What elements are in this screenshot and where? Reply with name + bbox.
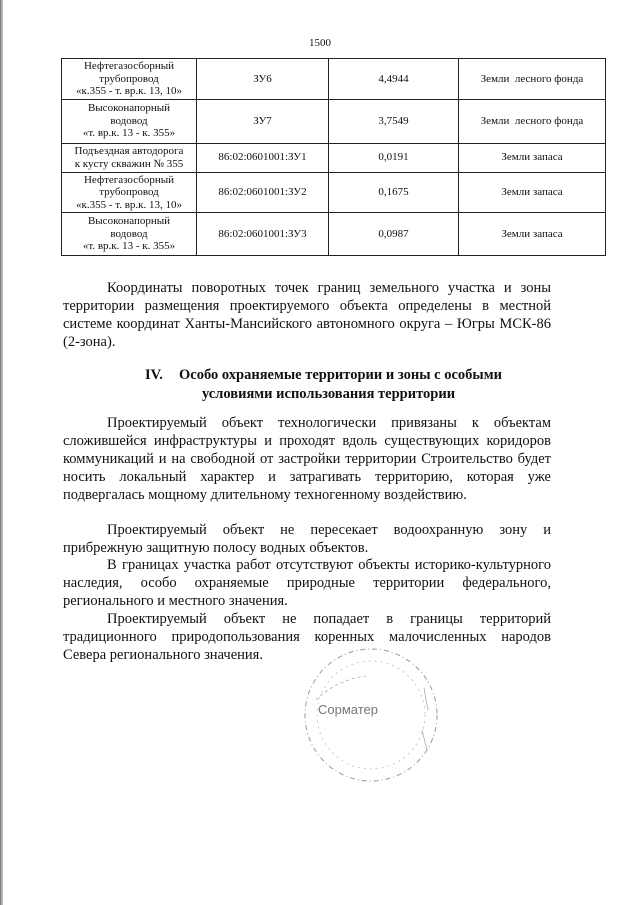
section-title-line2: условиями использования территории	[202, 386, 456, 402]
paragraph: Проектируемый объект не попадает в границы территорий традиционного природопользования коренных малочисленных народов Севера регионального значения.	[63, 611, 551, 663]
table-row	[62, 213, 606, 256]
cadastral-cell: 86:02:0601001:ЗУ1	[197, 143, 329, 172]
paragraph: Проектируемый объект технологически привязаны к объектам сложившейся инфраструктуры и проходят вдоль существующих коридоров коммуникаций и на свободной от застройки территории Строительство будет носить локальный характер и затрагивать территорию, которая уже подвергалась мощному длительному техногенному воздействию.	[63, 415, 551, 503]
cadastral-cell: 86:02:0601001:ЗУ2	[197, 172, 329, 213]
object-cell: Подъездная автодорога к кусту скважин № 355	[62, 143, 197, 172]
section-number: IV.	[145, 367, 163, 383]
cadastral-cell: ЗУ7	[197, 99, 329, 143]
area-cell: 0,1675	[329, 172, 459, 213]
table-row	[62, 99, 606, 143]
area-cell: 0,0191	[329, 143, 459, 172]
coordinates-paragraph: Координаты поворотных точек границ земельного участка и зоны территории размещения проектируемого объекта определены в местной системе координат Ханты-Мансийского автономного округа – Югры МСК-86 (2-зона).	[63, 280, 551, 350]
land-plots-table	[61, 58, 606, 256]
area-cell: 3,7549	[329, 99, 459, 143]
land-category-cell: Земли запаса	[459, 172, 606, 213]
paragraph: Проектируемый объект не пересекает водоохранную зону и прибрежную защитную полосу водных объектов.	[63, 522, 551, 556]
object-cell: Высоконапорный водовод «т. вр.к. 13 - к. 355»	[62, 99, 197, 143]
company-seal	[296, 640, 446, 790]
seal-icon	[296, 640, 446, 790]
table-row	[62, 172, 606, 213]
area-cell: 4,4944	[329, 59, 459, 100]
land-category-cell: Земли лесного фонда	[459, 99, 606, 143]
land-category-cell: Земли запаса	[459, 213, 606, 256]
page-number: 1500	[309, 37, 331, 49]
object-cell: Нефтегазосборный трубопровод «к.355 - т. вр.к. 13, 10»	[62, 172, 197, 213]
table-row	[62, 59, 606, 100]
cadastral-cell: ЗУ6	[197, 59, 329, 100]
scan-edge	[0, 0, 3, 905]
land-category-cell: Земли лесного фонда	[459, 59, 606, 100]
land-category-cell: Земли запаса	[459, 143, 606, 172]
object-cell: Нефтегазосборный трубопровод «к.355 - т. вр.к. 13, 10»	[62, 59, 197, 100]
section-title-line1: Особо охраняемые территории и зоны с особыми	[179, 367, 502, 383]
area-cell: 0,0987	[329, 213, 459, 256]
seal-text: Сорматер	[318, 702, 378, 717]
table-row	[62, 143, 606, 172]
cadastral-cell: 86:02:0601001:ЗУ3	[197, 213, 329, 256]
object-cell: Высоконапорный водовод «т. вр.к. 13 - к. 355»	[62, 213, 197, 256]
paragraph: В границах участка работ отсутствуют объекты историко-культурного наследия, особо охраняемые природные территории федерального, регионального и местного значения.	[63, 557, 551, 609]
